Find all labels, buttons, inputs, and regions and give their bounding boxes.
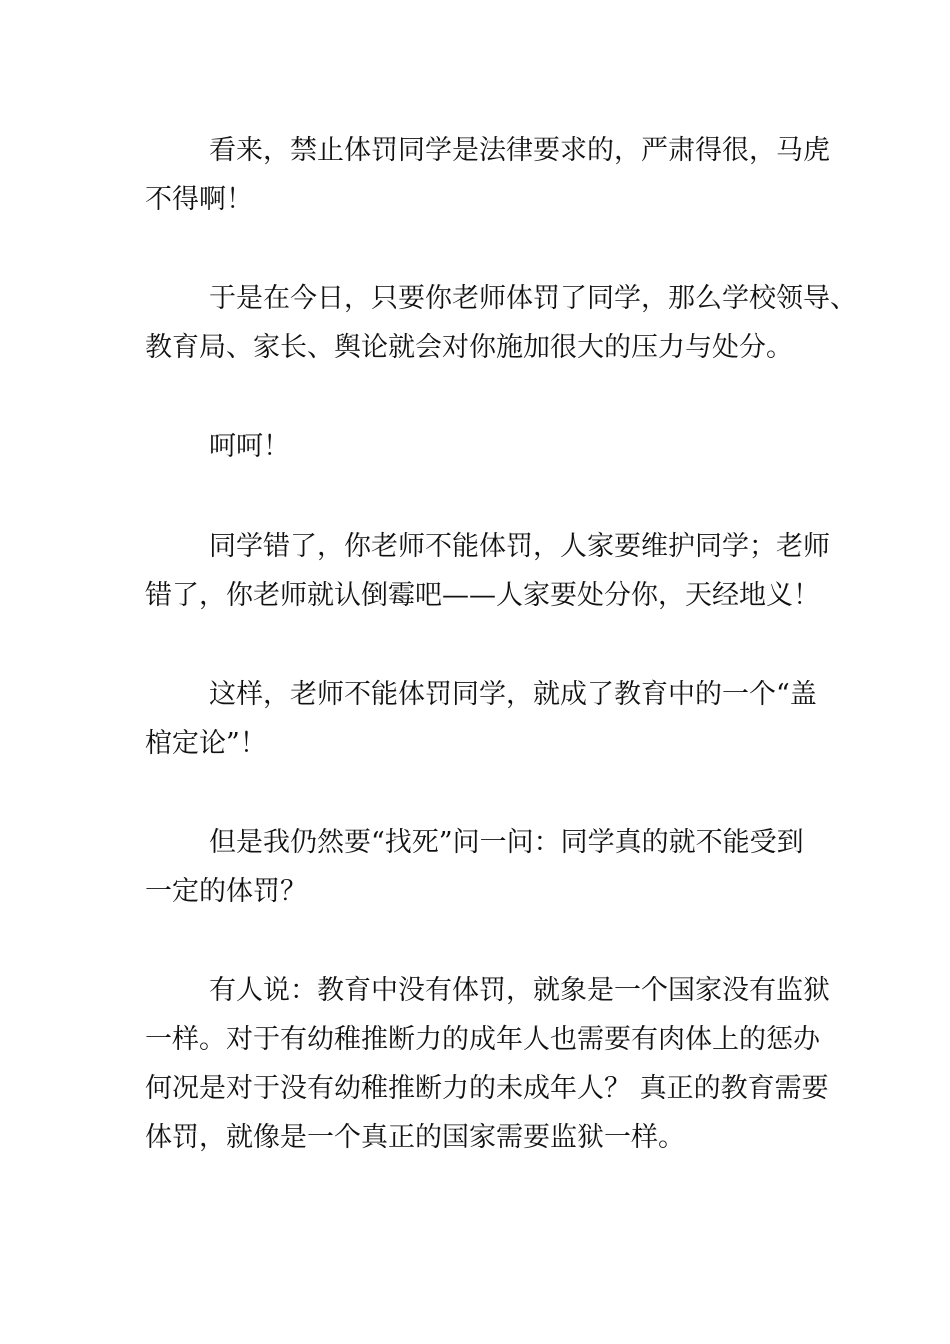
paragraph-6	[145, 818, 845, 916]
paragraph-line: 但是我仍然要“找死”问一问：同学真的就不能受到	[209, 827, 804, 858]
paragraph-line: 不得啊！	[145, 184, 253, 215]
paragraph-line: 错了，你老师就认倒霉吧——人家要处分你，天经地义！	[145, 580, 820, 611]
paragraph-line: 一定的体罚？	[145, 876, 307, 907]
paragraph-7	[145, 966, 845, 1162]
paragraph-line: 教育局、家长、舆论就会对你施加很大的压力与处分。	[145, 332, 793, 363]
paragraph-line: 一样。对于有幼稚推断力的成年人也需要有肉体上的惩办	[145, 1024, 820, 1055]
paragraph-line: 有人说：教育中没有体罚，就象是一个国家没有监狱	[209, 975, 830, 1006]
paragraph-2	[145, 274, 857, 372]
paragraph-line: 呵呵！	[209, 431, 290, 462]
paragraph-1	[145, 126, 845, 224]
paragraph-line: 同学错了，你老师不能体罚，人家要维护同学；老师	[209, 531, 830, 562]
paragraph-line: 体罚，就像是一个真正的国家需要监狱一样。	[145, 1122, 685, 1153]
paragraph-line: 这样，老师不能体罚同学，就成了教育中的一个“盖	[209, 679, 817, 710]
paragraph-5	[145, 670, 845, 768]
paragraph-line: 于是在今日，只要你老师体罚了同学，那么学校领导、	[209, 283, 857, 314]
paragraph-3	[145, 422, 845, 471]
paragraph-line: 棺定论”！	[145, 728, 267, 759]
paragraph-line: 何况是对于没有幼稚推断力的未成年人？ 真正的教育需要	[145, 1073, 829, 1104]
paragraph-line: 看来，禁止体罚同学是法律要求的，严肃得很，马虎	[209, 135, 830, 166]
paragraph-4	[145, 522, 845, 620]
